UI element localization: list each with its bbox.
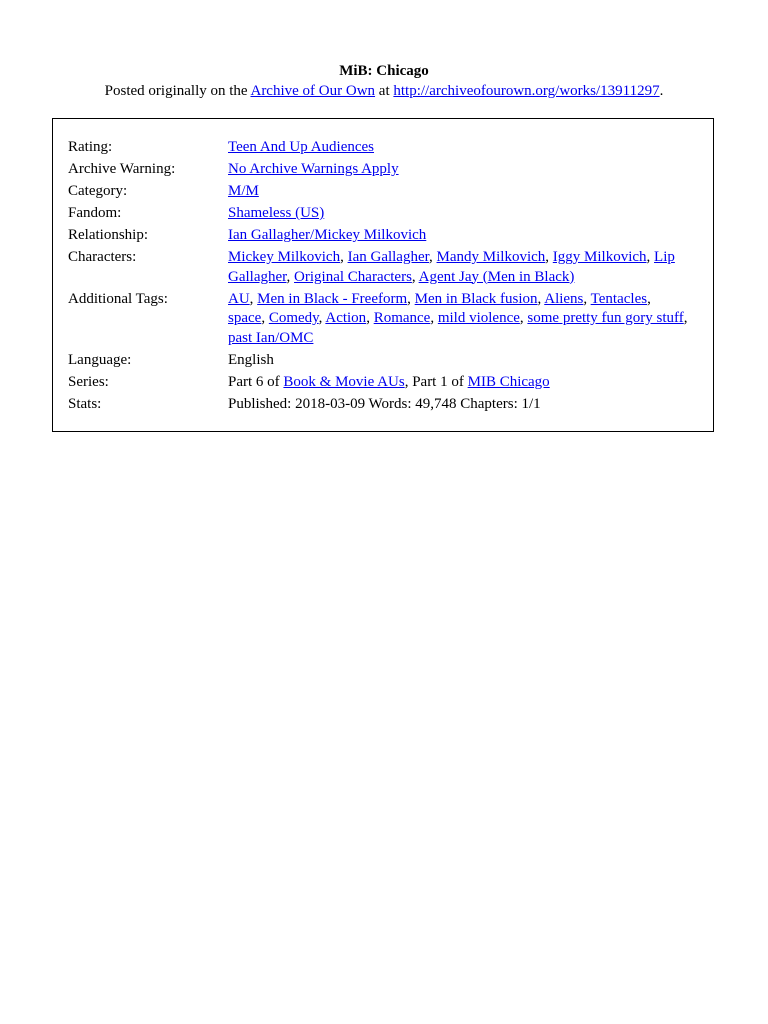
posted-line: [0, 81, 768, 101]
tag-link[interactable]: Men in Black - Freeform: [257, 290, 408, 307]
characters-label: Characters:: [68, 249, 137, 265]
category-label: Category:: [68, 183, 128, 199]
posted-prefix: Posted originally on the: [104, 83, 251, 99]
relationship-row: [68, 226, 688, 248]
relationship-label: Relationship:: [68, 227, 148, 243]
rating-link[interactable]: Teen And Up Audiences: [228, 139, 375, 155]
warning-row: [68, 160, 688, 182]
language-label: Language:: [68, 351, 132, 368]
character-link[interactable]: Lip Gallagher: [228, 249, 675, 285]
tag-link[interactable]: Aliens: [544, 290, 584, 307]
stats-label: Stats:: [68, 395, 102, 412]
character-link[interactable]: Iggy Milkovich: [552, 249, 647, 265]
characters-list: Mickey Milkovich, Ian Gallagher, Mandy Milkovich, Iggy Milkovich, Lip Gallagher, Original Characters, Agent Jay (Men in Black): [228, 249, 675, 285]
work-url-link[interactable]: http://archiveofourown.org/works/13911297: [393, 83, 660, 99]
rating-row: [68, 138, 688, 160]
tags-row: [68, 290, 688, 351]
tag-link[interactable]: Action: [325, 310, 367, 326]
language-value: English: [228, 351, 274, 368]
posted-suffix: .: [659, 83, 664, 99]
tags-list: AU, Men in Black - Freeform, Men in Black fusion, Aliens, Tentacles, space, Comedy, Action, Romance, mild violence, some pretty fun gory stuff, past Ian/OMC: [228, 290, 688, 346]
tag-link[interactable]: some pretty fun gory stuff: [527, 310, 684, 326]
series-link-book-movie-aus[interactable]: Book & Movie AUs: [283, 373, 405, 390]
tags-label: Additional Tags:: [68, 290, 168, 307]
character-link[interactable]: Mickey Milkovich: [228, 249, 341, 265]
rating-label: Rating:: [68, 139, 113, 155]
fandom-link[interactable]: Shameless (US): [228, 205, 325, 221]
warning-label: Archive Warning:: [68, 161, 176, 177]
stats-value: Published: 2018-03-09 Words: 49,748 Chapters: 1/1: [228, 395, 541, 412]
archive-link[interactable]: Archive of Our Own: [250, 83, 376, 99]
category-link[interactable]: M/M: [228, 183, 259, 199]
series-row: [68, 373, 688, 395]
fandom-row: [68, 204, 688, 226]
character-link[interactable]: Agent Jay (Men in Black): [418, 268, 575, 285]
characters-row: [68, 248, 688, 290]
posted-mid: at: [375, 83, 394, 99]
character-link[interactable]: Original Characters: [294, 268, 412, 285]
series-part2-prefix: , Part 1 of: [404, 373, 468, 390]
tag-link[interactable]: Comedy: [268, 310, 319, 326]
series-label: Series:: [68, 373, 109, 390]
tag-link[interactable]: Men in Black fusion: [414, 290, 538, 307]
metadata-table: [68, 138, 688, 417]
relationship-link[interactable]: Ian Gallagher/Mickey Milkovich: [228, 227, 427, 243]
tag-link[interactable]: past Ian/OMC: [228, 329, 314, 346]
tag-link[interactable]: AU: [228, 290, 250, 307]
language-row: [68, 351, 688, 373]
work-title: MiB: Chicago: [339, 63, 429, 79]
character-link[interactable]: Mandy Milkovich: [436, 249, 546, 265]
stats-row: [68, 395, 688, 417]
series-link-mib-chicago[interactable]: MIB Chicago: [467, 373, 550, 390]
fandom-label: Fandom:: [68, 205, 122, 221]
category-row: [68, 182, 688, 204]
tag-link[interactable]: Romance: [373, 310, 431, 326]
tag-link[interactable]: Tentacles: [590, 290, 648, 307]
series-value: [228, 373, 688, 395]
tag-link[interactable]: space: [228, 310, 262, 326]
warning-link[interactable]: No Archive Warnings Apply: [228, 161, 399, 177]
series-part1-prefix: Part 6 of: [228, 373, 284, 390]
tag-link[interactable]: mild violence: [437, 310, 520, 326]
work-metadata-box: [52, 118, 714, 432]
character-link[interactable]: Ian Gallagher: [347, 249, 430, 265]
